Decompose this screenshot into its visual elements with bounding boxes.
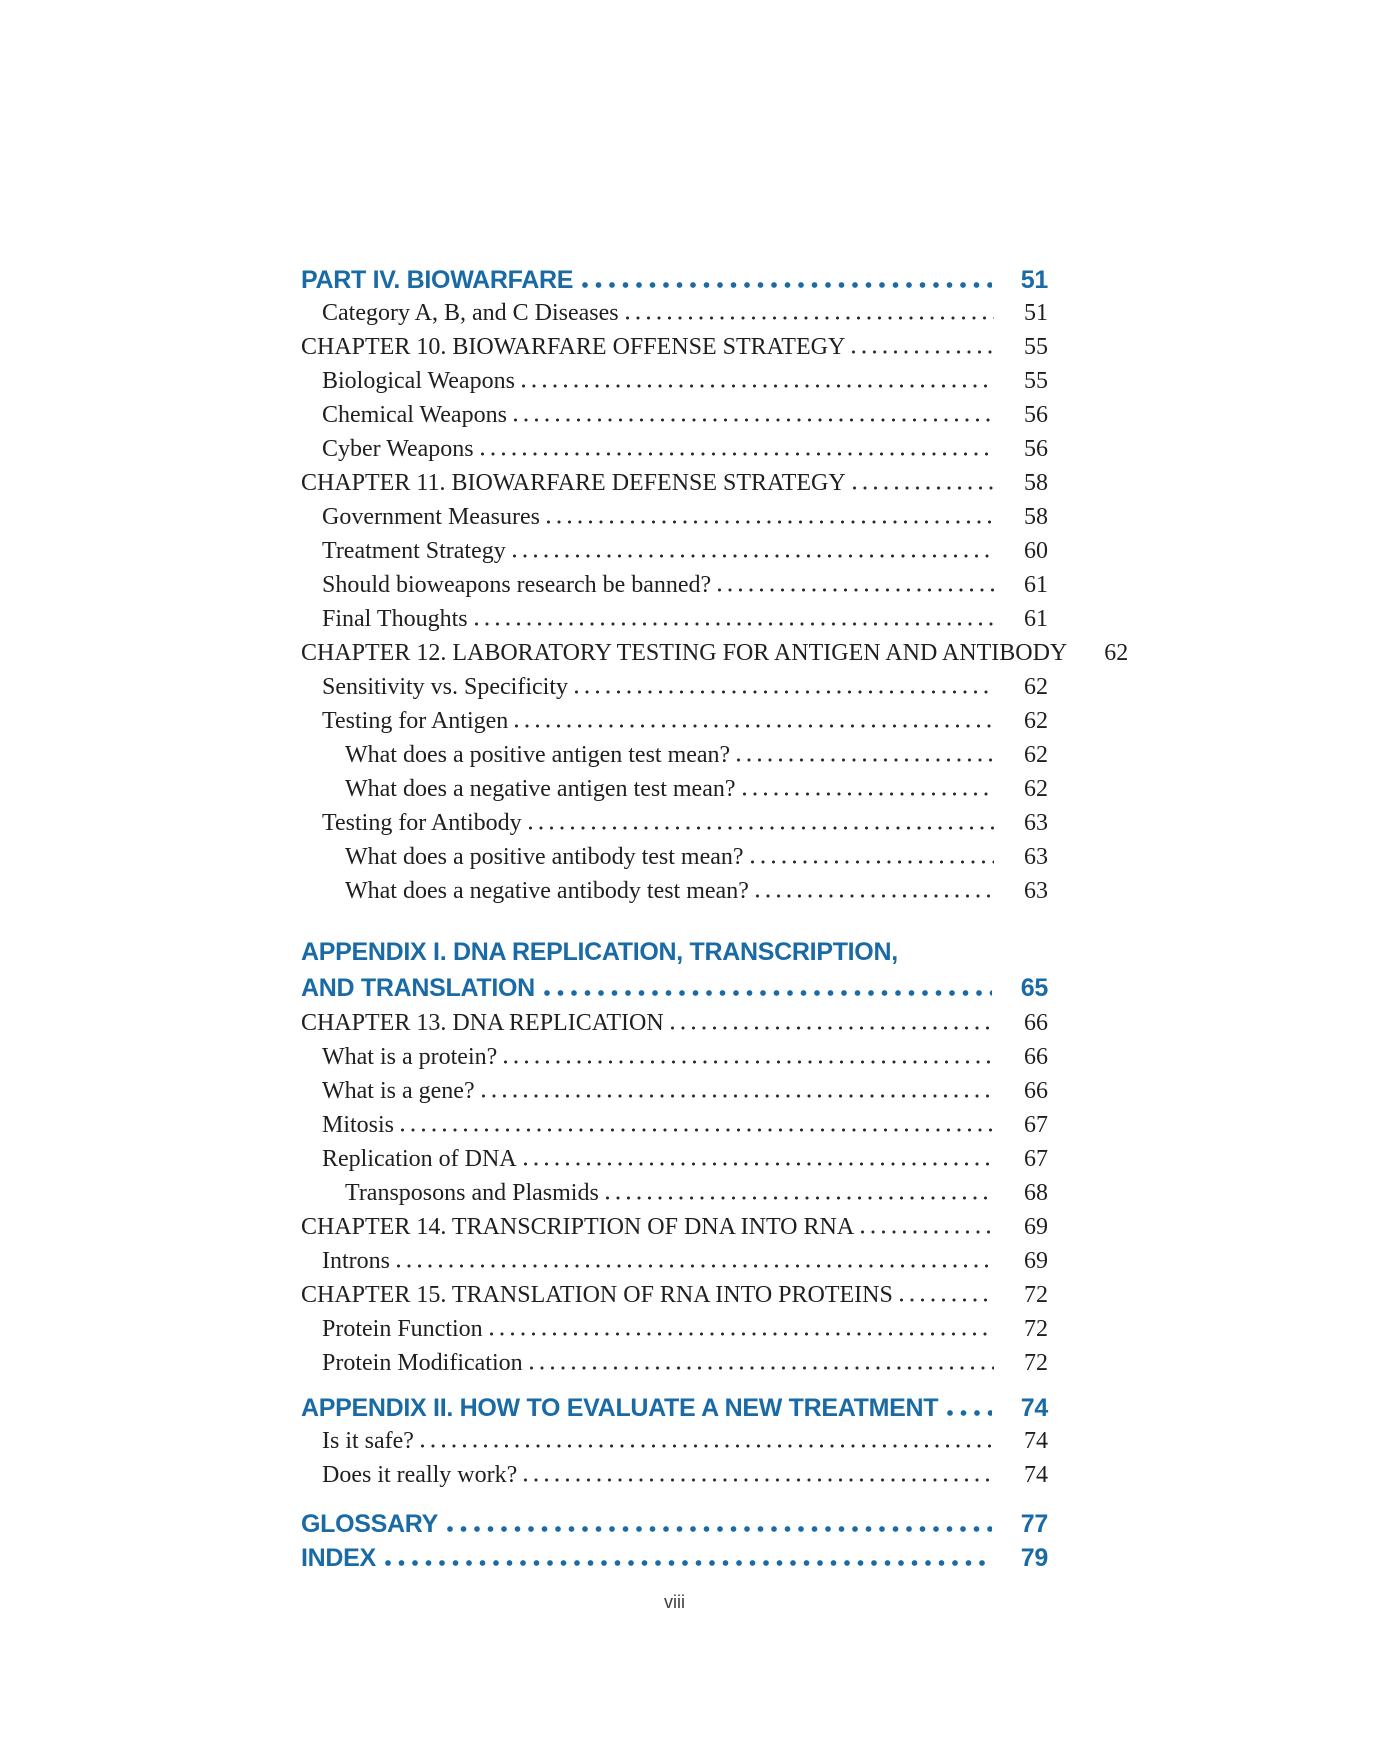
toc-entry-label: What does a negative antibody test mean? [345,878,749,904]
toc-entry-page: 56 [1024,402,1048,428]
toc-entry-label: AND TRANSLATION [301,974,535,1002]
toc-entry-page: 63 [1024,878,1048,904]
toc-entry [301,436,1048,470]
dot-leader [385,1560,992,1566]
dot-leader [900,1298,994,1302]
toc-entry-page: 67 [1024,1112,1048,1138]
dot-leader [547,520,994,524]
toc-entry-label: Testing for Antibody [322,810,522,836]
toc-entry-page: 72 [1024,1282,1048,1308]
toc-entry-label: Protein Modification [322,1350,523,1376]
toc-entry-page: 63 [1024,844,1048,870]
dot-leader [475,622,994,626]
toc-entry-page: 72 [1024,1316,1048,1342]
toc-entry-page: 66 [1024,1044,1048,1070]
dot-leader [626,316,994,320]
dot-leader [447,1526,992,1532]
dot-leader [718,588,994,592]
toc-entry [301,368,1048,402]
toc-entry [301,974,1048,1010]
toc-entry-page: 51 [1020,266,1048,294]
toc-entry-page: 66 [1024,1078,1048,1104]
toc-entry-label: INDEX [301,1544,376,1572]
toc-entry-label: Transposons and Plasmids [345,1180,599,1206]
toc-entry [301,810,1048,844]
toc-entry-label: Category A, B, and C Diseases [322,300,619,326]
toc-entry [301,1078,1048,1112]
dot-leader [575,690,994,694]
toc-entry-page: 62 [1024,674,1048,700]
toc-entry-label: Final Thoughts [322,606,468,632]
toc-entry-label: APPENDIX II. HOW TO EVALUATE A NEW TREATMENT [301,1394,939,1422]
toc-entry-label: What does a negative antigen test mean? [345,776,736,802]
toc-entry-label: CHAPTER 14. TRANSCRIPTION OF DNA INTO RNA [301,1214,855,1240]
toc-entry-label: PART IV. BIOWARFARE [301,266,574,294]
toc-entry [301,674,1048,708]
toc-entry [301,470,1048,504]
toc-entry-page: 56 [1024,436,1048,462]
toc-entry-page: 65 [1020,974,1048,1002]
dot-leader [482,1094,994,1098]
dot-leader [401,1128,994,1132]
toc-entry-page: 62 [1024,742,1048,768]
toc-entry [301,572,1048,606]
toc-entry [301,300,1048,334]
toc-entry [301,334,1048,368]
toc-entry-page: 69 [1024,1214,1048,1240]
dot-leader [756,894,994,898]
toc-entry-page: 51 [1024,300,1048,326]
toc-entry-label: Replication of DNA [322,1146,517,1172]
dot-leader [852,350,994,354]
toc-entry-label: Is it safe? [322,1428,414,1454]
toc-entry-label: APPENDIX I. DNA REPLICATION, TRANSCRIPTION, [301,938,898,966]
toc-entry [301,1462,1048,1496]
toc-entry-page: 58 [1024,470,1048,496]
toc-entry-page: 62 [1024,776,1048,802]
dot-leader [671,1026,994,1030]
toc-entry-page: 63 [1024,810,1048,836]
toc-entry [301,640,1129,674]
toc-entry [301,606,1048,640]
toc-entry [301,1428,1048,1462]
dot-leader [490,1332,994,1336]
toc-entry-label: Sensitivity vs. Specificity [322,674,568,700]
toc-entry [301,1544,1048,1578]
toc-entry-label: Should bioweapons research be banned? [322,572,712,598]
toc-entry-label: Mitosis [322,1112,395,1138]
dot-leader [481,452,994,456]
toc-entry-label: CHAPTER 13. DNA REPLICATION [301,1010,664,1036]
toc-entry [301,1112,1048,1146]
toc-entry [301,266,1048,300]
dot-leader [544,990,992,996]
toc-entry [301,878,1048,912]
toc-entry [301,1394,1048,1428]
toc-entry-page: 72 [1024,1350,1048,1376]
page-footer-number: viii [664,1592,685,1612]
toc-entry-page: 79 [1020,1544,1048,1572]
toc-entry [301,1282,1048,1316]
dot-leader [513,554,994,558]
dot-leader [737,758,994,762]
toc-entry-label: Chemical Weapons [322,402,507,428]
dot-leader [582,282,992,288]
toc-entry-page: 58 [1024,504,1048,530]
toc-entry-page: 61 [1024,606,1048,632]
dot-leader [530,1366,994,1370]
toc-entry [301,1180,1048,1214]
dot-leader [743,792,994,796]
dot-leader [529,826,994,830]
dot-leader [522,384,994,388]
toc-entry [301,1316,1048,1350]
toc-entry-label: CHAPTER 12. LABORATORY TESTING FOR ANTIGEN AND ANTIBODY [301,640,1068,666]
toc-entry [301,742,1048,776]
toc-entry-label: CHAPTER 11. BIOWARFARE DEFENSE STRATEGY [301,470,846,496]
dot-leader [524,1162,994,1166]
toc-entry-label: What does a positive antigen test mean? [345,742,731,768]
toc-entry-page: 67 [1024,1146,1048,1172]
dot-leader [947,1410,992,1416]
dot-leader [524,1478,994,1482]
toc-entry-label: Treatment Strategy [322,538,506,564]
dot-leader [853,486,994,490]
dot-leader [861,1230,994,1234]
toc-entry-label: Cyber Weapons [322,436,474,462]
toc-entry [301,938,1048,974]
toc-entry-label: GLOSSARY [301,1510,438,1538]
dot-leader [504,1060,994,1064]
toc-entry [301,1146,1048,1180]
toc-entry-page: 77 [1020,1510,1048,1538]
toc-entry-label: CHAPTER 15. TRANSLATION OF RNA INTO PROTEINS [301,1282,893,1308]
dot-leader [606,1196,994,1200]
toc-entry [301,1214,1048,1248]
toc-entry [301,1010,1048,1044]
toc-entry-page: 55 [1024,368,1048,394]
toc-entry-label: Government Measures [322,504,540,530]
toc-entry-page: 60 [1024,538,1048,564]
toc-entry [301,504,1048,538]
toc-entry [301,776,1048,810]
toc-entry-page: 62 [1024,708,1048,734]
dot-leader [751,860,994,864]
toc-entry-label: Does it really work? [322,1462,518,1488]
dot-leader [514,418,994,422]
toc-entry-label: Biological Weapons [322,368,515,394]
table-of-contents [301,0,1129,1578]
toc-entry [301,1510,1048,1544]
toc-entry [301,1350,1048,1384]
toc-entry-page: 74 [1024,1462,1048,1488]
toc-entry [301,1248,1048,1282]
toc-entry [301,1044,1048,1078]
dot-leader [515,724,994,728]
toc-entry-label: What is a protein? [322,1044,498,1070]
dot-leader [397,1264,994,1268]
toc-entry-label: CHAPTER 10. BIOWARFARE OFFENSE STRATEGY [301,334,846,360]
dot-leader [421,1444,994,1448]
toc-entry-label: Testing for Antigen [322,708,509,734]
toc-entry-page: 61 [1024,572,1048,598]
toc-entry-page: 69 [1024,1248,1048,1274]
toc-entry-page: 74 [1020,1394,1048,1422]
toc-entry-page: 62 [1104,640,1129,666]
toc-entry-page: 66 [1024,1010,1048,1036]
toc-entry [301,402,1048,436]
toc-entry [301,708,1048,742]
toc-entry [301,538,1048,572]
toc-entry-label: Protein Function [322,1316,483,1342]
toc-entry-label: What does a positive antibody test mean? [345,844,744,870]
toc-entry-page: 55 [1024,334,1048,360]
toc-entry-page: 74 [1024,1428,1048,1454]
toc-entry [301,844,1048,878]
toc-entry-page: 68 [1024,1180,1048,1206]
toc-entry-label: Introns [322,1248,390,1274]
toc-entry-label: What is a gene? [322,1078,475,1104]
